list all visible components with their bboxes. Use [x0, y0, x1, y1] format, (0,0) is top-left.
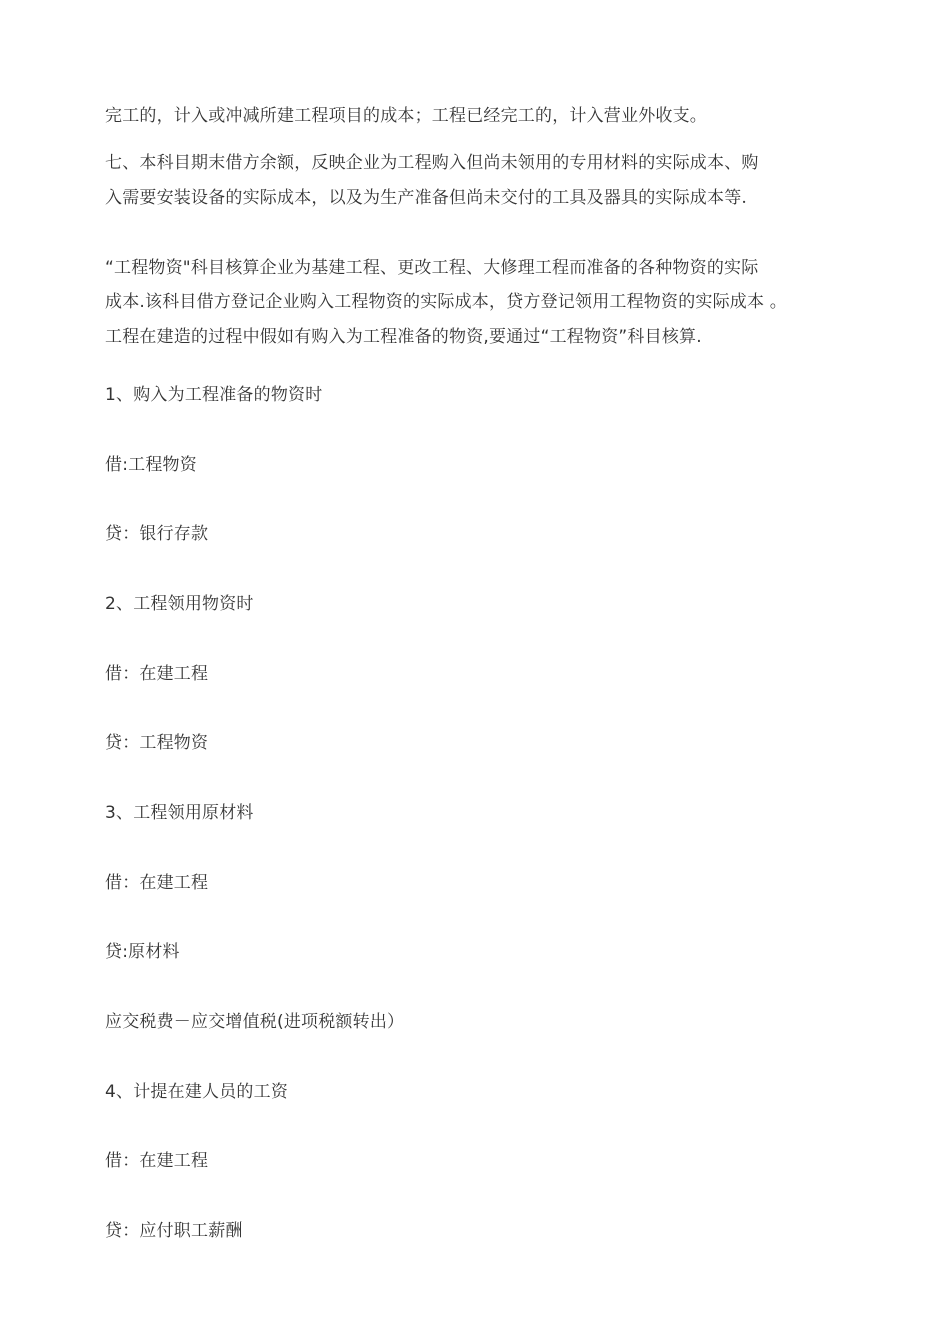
credit-line-3: 贷:原材料	[105, 942, 180, 962]
list-heading-3: 3、工程领用原材料	[105, 803, 254, 823]
text-line-1: 完工的，计入或冲减所建工程项目的成本；工程已经完工的，计入营业外收支。	[105, 106, 707, 126]
debit-line-3: 借：在建工程	[105, 873, 209, 893]
credit-line-4: 贷：应付职工薪酬	[105, 1221, 243, 1241]
list-heading-4: 4、计提在建人员的工资	[105, 1082, 289, 1102]
text-line-4: “工程物资"科目核算企业为基建工程、更改工程、大修理工程而准备的各种物资的实际	[105, 258, 759, 278]
debit-line-2: 借：在建工程	[105, 664, 209, 684]
text-line-6: 工程在建造的过程中假如有购入为工程准备的物资,要通过“工程物资”科目核算.	[105, 327, 702, 347]
debit-line-1: 借:工程物资	[105, 455, 197, 475]
credit-line-1: 贷：银行存款	[105, 524, 209, 544]
debit-line-4: 借：在建工程	[105, 1151, 209, 1171]
list-heading-1: 1、购入为工程准备的物资时	[105, 385, 323, 405]
text-line-2: 七、本科目期末借方余额，反映企业为工程购入但尚未领用的专用材料的实际成本、购	[105, 153, 759, 173]
list-heading-2: 2、工程领用物资时	[105, 594, 254, 614]
text-line-5: 成本.该科目借方登记企业购入工程物资的实际成本，贷方登记领用工程物资的实际成本 。	[105, 292, 788, 312]
text-line-3: 入需要安装设备的实际成本，以及为生产准备但尚未交付的工具及器具的实际成本等.	[105, 188, 748, 208]
tax-line-3: 应交税费－应交增值税(进项税额转出）	[105, 1012, 405, 1032]
credit-line-2: 贷：工程物资	[105, 733, 209, 753]
